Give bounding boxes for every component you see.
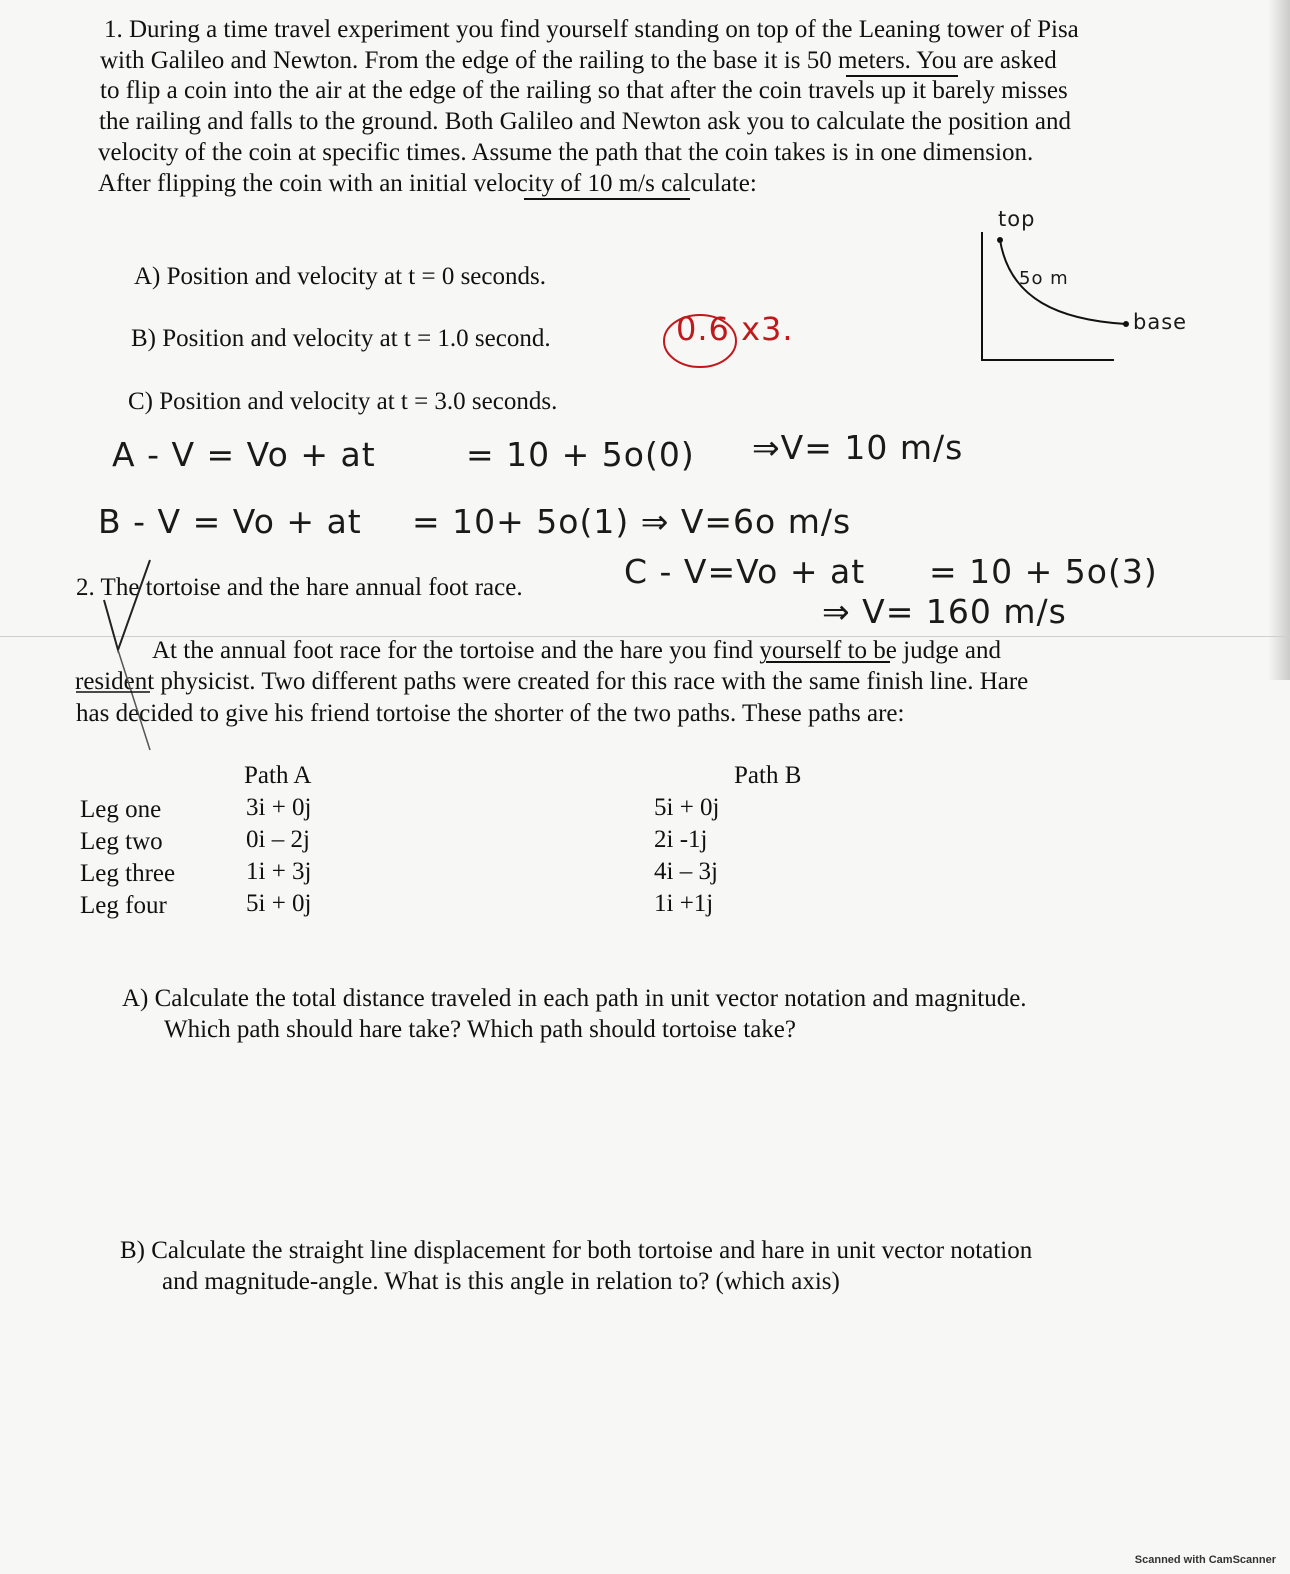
path-b-header: Path B — [734, 762, 802, 789]
q1-part-a: A) Position and velocity at t = 0 seconds. — [134, 263, 546, 290]
sketch-base-label: base — [1133, 310, 1188, 334]
q1-part-b: B) Position and velocity at t = 1.0 second. — [131, 325, 551, 352]
q2-line-2: resident physicist. Two different paths were created for this race with the same finish line. Hare — [75, 668, 1029, 695]
leg-label-4: Leg four — [80, 892, 167, 919]
path-a-leg-2: 0i – 2j — [246, 826, 310, 853]
path-b-leg-3: 4i – 3j — [654, 858, 718, 885]
q2-line-1: At the annual foot race for the tortoise and the hare you find yourself to be judge and — [152, 637, 1002, 664]
sketch-curve — [1000, 240, 1126, 324]
q1-line-2: with Galileo and Newton. From the edge of the railing to the base it is 50 meters. You are asked — [100, 47, 1057, 74]
answer-c-result: ⇒ V= 160 m/s — [822, 592, 1067, 631]
path-b-leg-4: 1i +1j — [654, 890, 714, 917]
path-a-leg-1: 3i + 0j — [246, 794, 312, 821]
sketch-height-label: 5o m — [1019, 268, 1069, 289]
q1-line-4: the railing and falls to the ground. Both Galileo and Newton ask you to calculate the position and — [99, 108, 1071, 135]
path-a-header: Path A — [244, 762, 312, 789]
q2-part-b-line-2: and magnitude-angle. What is this angle in relation to? (which axis) — [162, 1268, 840, 1295]
q1-part-c: C) Position and velocity at t = 3.0 seconds. — [128, 388, 558, 415]
red-grading-note: 0.6 x3. — [676, 310, 794, 348]
q2-part-a-line-2: Which path should hare take? Which path should tortoise take? — [164, 1016, 796, 1043]
scanner-watermark: Scanned with CamScanner — [1134, 1554, 1276, 1566]
answer-a-formula: A - V = Vo + at — [112, 435, 376, 474]
path-b-leg-1: 5i + 0j — [654, 794, 720, 821]
leg-label-2: Leg two — [80, 828, 163, 855]
answer-a-result: ⇒V= 10 m/s — [752, 428, 964, 467]
answer-c-substitution: = 10 + 5o(3) — [929, 552, 1158, 591]
leg-label-1: Leg one — [80, 796, 162, 823]
q1-line-5: velocity of the coin at specific times. Assume the path that the coin takes is in one dimension. — [98, 139, 1034, 166]
q2-title: 2. The tortoise and the hare annual foot race. — [76, 574, 523, 601]
answer-b-substitution: = 10+ 5o(1) ⇒ V=6o m/s — [412, 502, 852, 541]
q1-line-3: to flip a coin into the air at the edge of the railing so that after the coin travels up it barely misses — [100, 77, 1068, 104]
q2-part-a-line-1: A) Calculate the total distance traveled in each path in unit vector notation and magnitude. — [122, 985, 1027, 1012]
red-circle-mark — [664, 315, 736, 367]
path-a-leg-4: 5i + 0j — [246, 890, 312, 917]
path-b-leg-2: 2i -1j — [654, 826, 708, 853]
answer-b-formula: B - V = Vo + at — [98, 502, 362, 541]
q1-line-1: 1. During a time travel experiment you find yourself standing on top of the Leaning tower of Pisa — [104, 16, 1079, 43]
leg-label-3: Leg three — [80, 860, 176, 887]
answer-a-substitution: = 10 + 5o(0) — [466, 435, 695, 474]
sketch-top-label: top — [998, 207, 1036, 231]
q2-line-3: has decided to give his friend tortoise the shorter of the two paths. These paths are: — [76, 700, 905, 727]
check-mark — [104, 560, 150, 650]
q1-line-6: After flipping the coin with an initial velocity of 10 m/s calculate: — [98, 170, 757, 197]
answer-c-formula: C - V=Vo + at — [624, 552, 866, 591]
path-a-leg-3: 1i + 3j — [246, 858, 312, 885]
q2-part-b-line-1: B) Calculate the straight line displacement for both tortoise and hare in unit vector notation — [120, 1237, 1033, 1264]
